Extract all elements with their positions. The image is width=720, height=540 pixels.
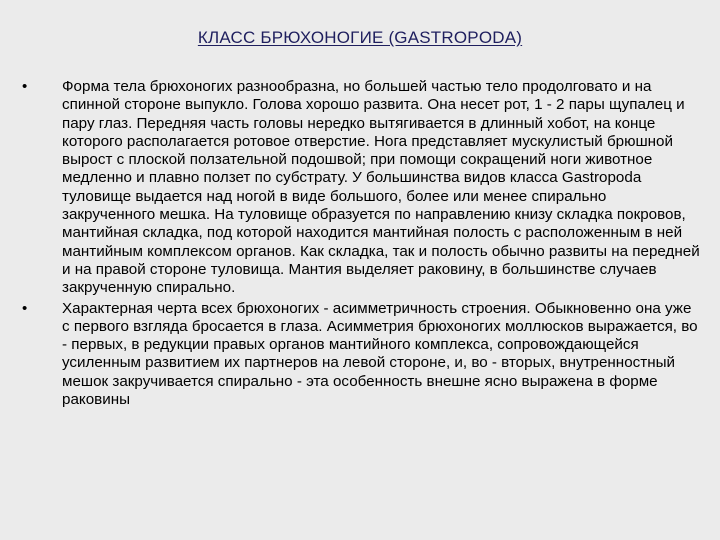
bullet-marker: • <box>22 299 28 317</box>
bullet-item <box>22 78 702 298</box>
bullet-marker: • <box>22 78 28 95</box>
bullet-list <box>22 78 702 409</box>
bullet-item <box>22 300 702 410</box>
bullet-text: Характерная черта всех брюхоногих - асимметричность строения. Обыкновенно она уже с первого взгляда бросается в глаза. Асимметрия брюхоногих моллюсков выражается, во - первых, в редукции правых органов мантийного комплекса, сопровождающейся усиленным развитием их партнеров на левой стороне, и, во - вторых, внутренностный мешок закручивается спирально - эта особенность внешне ясно выражена в форме раковины <box>62 299 698 409</box>
slide-title: КЛАСС БРЮХОНОГИЕ (GASTROPODA) <box>197 28 523 47</box>
bullet-text: Форма тела брюхоногих разнообразна, но большей частью тело продолговато и на спинной стороне выпукло. Голова хорошо развита. Она несет рот, 1 - 2 пары щупалец и пару глаз. Передняя часть головы нередко вытягивается в длинный хобот, на конце которого располагается ротовое отверстие. Нога представляет мускулистый брюшной вырост с плоской ползательной подошвой; при помощи сокращений ноги животное медленно и плавно ползет по субстрату. У большинства видов класса Gastropoda туловище выдается над ногой в виде большого, более или менее спирально закрученного мешка. На туловище образуется по направлению книзу складка покровов, мантийная складка, под которой находится мантийная полость с расположенным в ней мантийным комплексом органов. Как складка, так и полость обычно развиты на передней и на правой стороне туловища. Мантия выделяет раковину, в большинстве случаев закрученную спирально. <box>62 78 700 297</box>
